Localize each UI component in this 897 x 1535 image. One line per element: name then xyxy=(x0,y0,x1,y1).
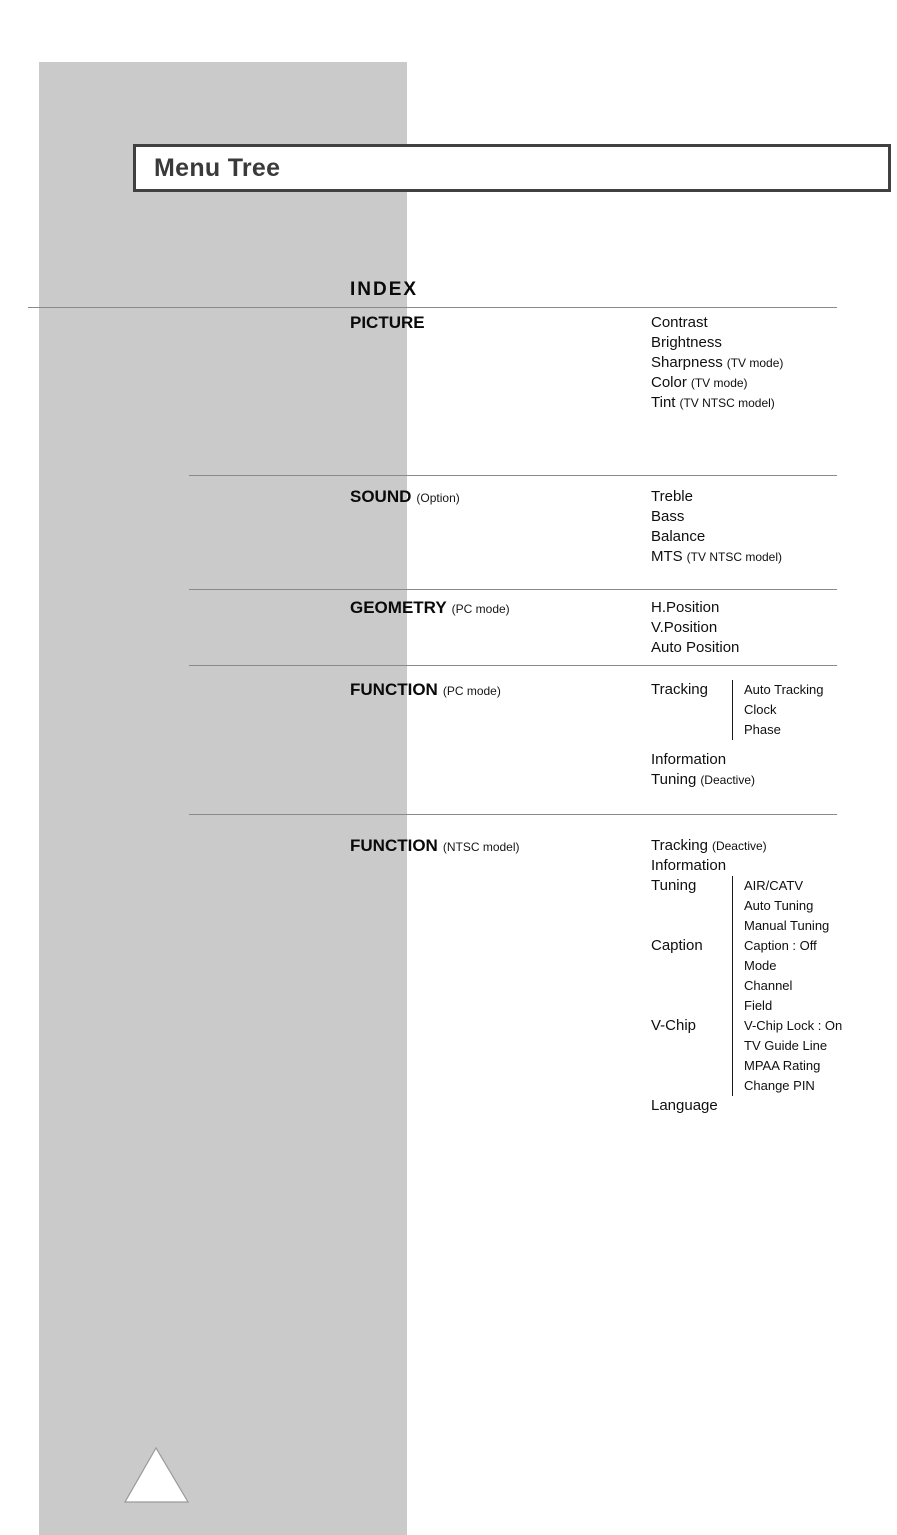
page-title-box xyxy=(133,144,891,192)
section-items xyxy=(651,590,837,658)
section-items xyxy=(651,815,842,1116)
section-sound xyxy=(189,475,837,589)
submenu-item-auto-tuning: Auto Tuning xyxy=(744,898,814,913)
triangle-icon xyxy=(119,1443,195,1507)
submenu-item-manual-tuning: Manual Tuning xyxy=(744,918,830,933)
menu-item-v-chip: V-Chip V-Chip Lock : On TV Guide Line MPAA Rating Change PIN xyxy=(651,1016,842,1096)
section-heading-label: GEOMETRY xyxy=(350,598,447,617)
menu-item-information-ntsc: Information xyxy=(651,857,727,874)
menu-tree-content xyxy=(189,279,843,1116)
menu-item-mts: MTS (TV NTSC model) xyxy=(651,548,783,565)
section-items xyxy=(651,308,837,413)
section-qualifier: (NTSC model) xyxy=(442,840,520,854)
section-heading-label: FUNCTION xyxy=(350,836,438,855)
page-title: Menu Tree xyxy=(154,154,281,182)
section-heading-label: FUNCTION xyxy=(350,680,438,699)
section-picture xyxy=(189,308,837,475)
submenu-item-mode: Mode xyxy=(744,958,777,973)
submenu-v-chip xyxy=(732,1016,842,1096)
section-heading-label: SOUND xyxy=(350,487,412,506)
menu-item-caption: Caption Caption : Off Mode Channel Field xyxy=(651,936,842,1016)
menu-item-contrast: Contrast xyxy=(651,314,708,331)
section-qualifier: (PC mode) xyxy=(451,602,510,616)
menu-item-language: Language xyxy=(651,1097,718,1114)
menu-item-h-position: H.Position xyxy=(651,599,720,616)
section-items xyxy=(651,476,837,567)
menu-item-tint: Tint (TV NTSC model) xyxy=(651,394,775,411)
submenu-item-change-pin: Change PIN xyxy=(744,1078,815,1093)
menu-item-tracking-ntsc: Tracking (Deactive) xyxy=(651,837,767,854)
submenu-item-caption-off: Caption : Off xyxy=(744,938,817,953)
menu-item-tracking: Tracking Auto Tracking Clock Phase xyxy=(651,680,837,740)
section-qualifier: (Option) xyxy=(416,491,460,505)
submenu-item-v-chip-lock: V-Chip Lock : On xyxy=(744,1018,843,1033)
menu-item-sharpness: Sharpness (TV mode) xyxy=(651,354,784,371)
submenu-item-clock: Clock xyxy=(744,702,777,717)
submenu-item-auto-tracking: Auto Tracking xyxy=(744,682,824,697)
menu-item-information: Information xyxy=(651,751,727,768)
submenu-item-phase: Phase xyxy=(744,722,781,737)
submenu-tuning xyxy=(732,876,829,936)
submenu-item-air-catv: AIR/CATV xyxy=(744,878,803,893)
section-heading-function-pc xyxy=(189,666,651,701)
section-qualifier: (PC mode) xyxy=(442,684,501,698)
menu-item-brightness: Brightness xyxy=(651,334,722,351)
submenu-item-field: Field xyxy=(744,998,773,1013)
submenu-item-mpaa-rating: MPAA Rating xyxy=(744,1058,821,1073)
menu-item-color: Color (TV mode) xyxy=(651,374,748,391)
submenu-tracking xyxy=(732,680,824,740)
menu-item-bass: Bass xyxy=(651,508,685,525)
menu-item-v-position: V.Position xyxy=(651,619,718,636)
menu-item-tuning-ntsc: Tuning AIR/CATV Auto Tuning Manual Tuning xyxy=(651,876,842,936)
submenu-item-channel: Channel xyxy=(744,978,793,993)
menu-item-auto-position: Auto Position xyxy=(651,639,740,656)
section-heading-sound xyxy=(189,476,651,508)
section-heading-geometry xyxy=(189,590,651,619)
menu-item-tuning: Tuning (Deactive) xyxy=(651,771,755,788)
section-geometry xyxy=(189,589,837,665)
section-function-pc xyxy=(189,665,837,814)
section-heading-label: PICTURE xyxy=(350,313,425,332)
section-items xyxy=(651,666,837,790)
section-function-ntsc xyxy=(189,814,843,1116)
section-heading-picture xyxy=(189,308,651,334)
menu-item-balance: Balance xyxy=(651,528,706,545)
index-heading: INDEX xyxy=(350,279,419,300)
submenu-caption xyxy=(732,936,817,1016)
submenu-item-tv-guide-line: TV Guide Line xyxy=(744,1038,828,1053)
menu-item-treble: Treble xyxy=(651,488,693,505)
section-heading-function-ntsc xyxy=(189,815,651,857)
